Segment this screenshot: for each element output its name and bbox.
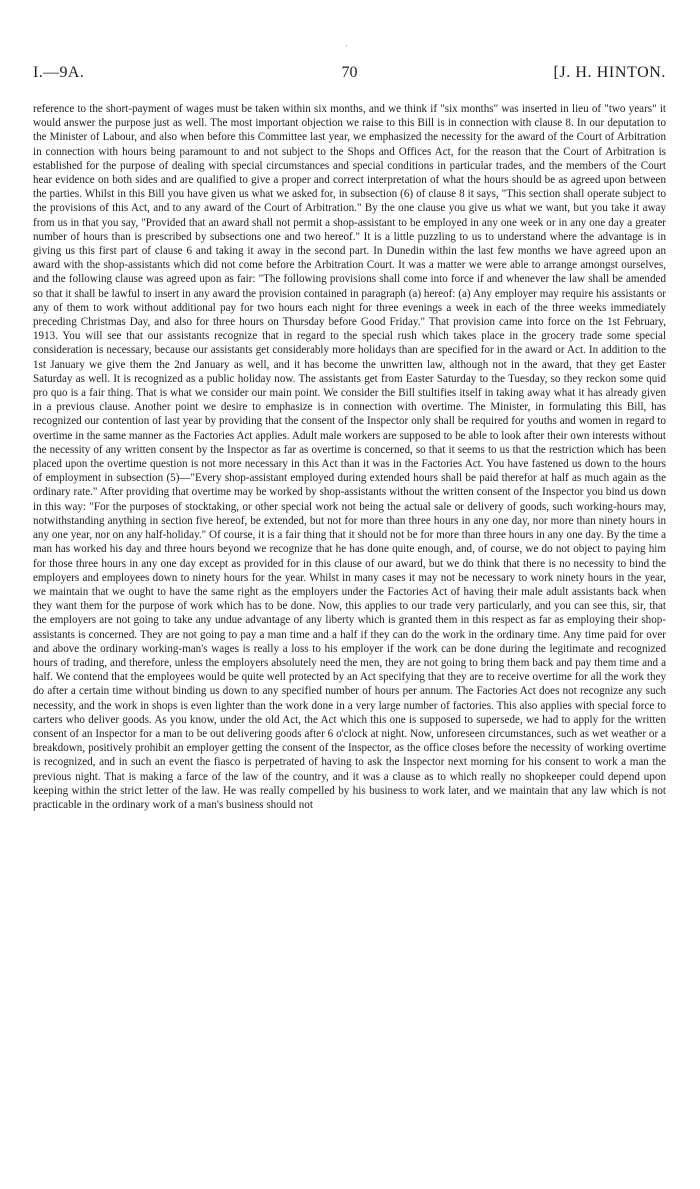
page-body — [33, 102, 666, 812]
speaker-name: [J. H. HINTON. — [553, 64, 666, 81]
page-header — [33, 64, 666, 90]
document-reference: I.—9A. — [33, 64, 85, 81]
page-number: 70 — [341, 64, 358, 81]
page-mark: ' — [346, 44, 348, 52]
body-paragraph: reference to the short-payment of wages must be taken within six months, and we think if "six months" was inserted in lieu of "two years" it would answer the purpose just as well. The most important objection we raise to this Bill is in connection with clause 8. In our deputation to the Minister of Labour, and also when before this Committee last year, we emphasized the necessity for the award of the Court of Arbitration in connection with hours being paramount to and not subject to the Shops and Offices Act, for the reason that the Court of Arbitration is established for the purpose of dealing with special circumstances and special conditions in particular trades, and the members of the Court hear evidence on both sides and are qualified to give a proper and correct interpretation of what the hours should be as agreed upon between the parties. Whilst in this Bill you have given us what we asked for, in subsection (6) of clause 8 it says, "This section shall operate subject to the provisions of this Act, and to any award of the Court of Arbitration." By the one clause you give us what we want, but you take it away from us in that you say, "Provided that an award shall not permit a shop-assistant to be employed in any one week or in any one day a greater number of hours than is prescribed by subsections one and two hereof." It is a little puzzling to us to understand where the advantage is in giving us this first part of clause 6 and taking it away in the second part. In Dunedin within the last few months we have agreed upon an award with the shop-assistants which did not come before the Arbitration Court. It was a matter we were able to arrange amongst ourselves, and the following clause was agreed upon as fair: "The following provisions shall come into force if and whenever the law shall be amended so that it shall be lawful to insert in any award the provision contained in paragraph (a) hereof: (a) Any employer may require his assistants or any of them to work without additional pay for two hours each night for three evenings a week in each of the three weeks immediately preceding Christmas Day, and also for three hours on Thursday before Good Friday." That provision came into force on the 1st February, 1913. You will see that our assistants recognize that in regard to the special rush which takes place in the grocery trade some special consideration is necessary, because our assistants get considerably more holidays than are specified for in the award or Act. In addition to the 1st January we give them the 2nd January as well, and it has become the unwritten law, although not in the award, that they get Easter Saturday as well. It is recognized as a public holiday now. The assistants get from Easter Saturday to the Tuesday, so they reckon some quid pro quo is a fair thing. That is what we consider our main point. We consider the Bill stultifies itself in taking away what it has already given in a previous clause. Another point we desire to emphasize is in connection with overtime. The Minister, in formulating this Bill, has recognized our contention of last year by providing that the consent of the Inspector only shall be required for youths and women in regard to overtime in the same manner as the Factories Act applies. Adult male workers are supposed to be able to look after their own interests without the necessity of any written consent by the Inspector as far as overtime is concerned, so that it seems to us that the restriction which has been placed upon the overtime question is not more necessary in this Act than it was in the Factories Act. You have fastened us down to the hours of employment in subsection (5)—"Every shop-assistant employed during extended hours shall be paid therefor at half as much again as the ordinary rate." After providing that overtime may be worked by shop-assistants without the written consent of the Inspector you bind us down in this way: "For the purposes of stocktaking, or other special work not being the actual sale or delivery of goods, such working-hours may, notwithstanding anything in section five hereof, be extended, but not for more than three hours in any one day, nor more than ninety hours in any one year, nor on any half-holiday." Of course, it is a fair thing that it should not be for more than three hours in any one day. By the time a man has worked his day and three hours beyond we recognize that he has done quite enough, and, of course, we do not object to paying him for those three hours in any one day except as provided for in this clause of our award, but we do think that there is no necessity to bind the employers and employees down to ninety hours for the year. Whilst in many cases it may not be necessary to work ninety hours in the year, we maintain that we ought to have the same right as the employers under the Factories Act of having their male adult assistants back when they want them for the purpose of work which has to be done. Now, this applies to our trade very particularly, and you can see this, sir, that the employers are not going to take any undue advantage of any liberty which is granted them in this respect as far as employing their shop-assistants is concerned. They are not going to pay a man time and a half if they can do the work in the ordinary time. Any time paid for over and above the ordinary working-man's wages is really a loss to his employer if the work can be done during the legitimate and recognized hours of trading, and therefore, unless the employers absolutely need the men, they are not going to bring them back and pay them time and a half. We contend that the employees would be quite well protected by an Act specifying that they are to receive overtime for all the work they do after a certain time without binding us down to any specified number of hours per annum. The Factories Act does not recognize any such necessity, and the work in shops is even lighter than the work done in a very large number of factories. This also applies with special force to carters who deliver goods. As you know, under the old Act, the Act which this one is supposed to supersede, we had to apply for the written consent of an Inspector for a man to be out delivering goods after 6 o'clock at night. Now, unforeseen circumstances, such as wet weather or a breakdown, positively prohibit an employer getting the consent of the Inspector, as the office closes before the necessity of working overtime is recognized, and in such an event the fiasco is perpetrated of having to ask the Inspector next morning for his consent to work a man the previous night. That is making a farce of the law of the country, and it was a clause as to which really no shopkeeper could depend upon keeping within the strict letter of the law. He was really compelled by his business to work later, and we maintain that any law which is not practicable in the ordinary work of a man's business should not — [33, 103, 666, 811]
